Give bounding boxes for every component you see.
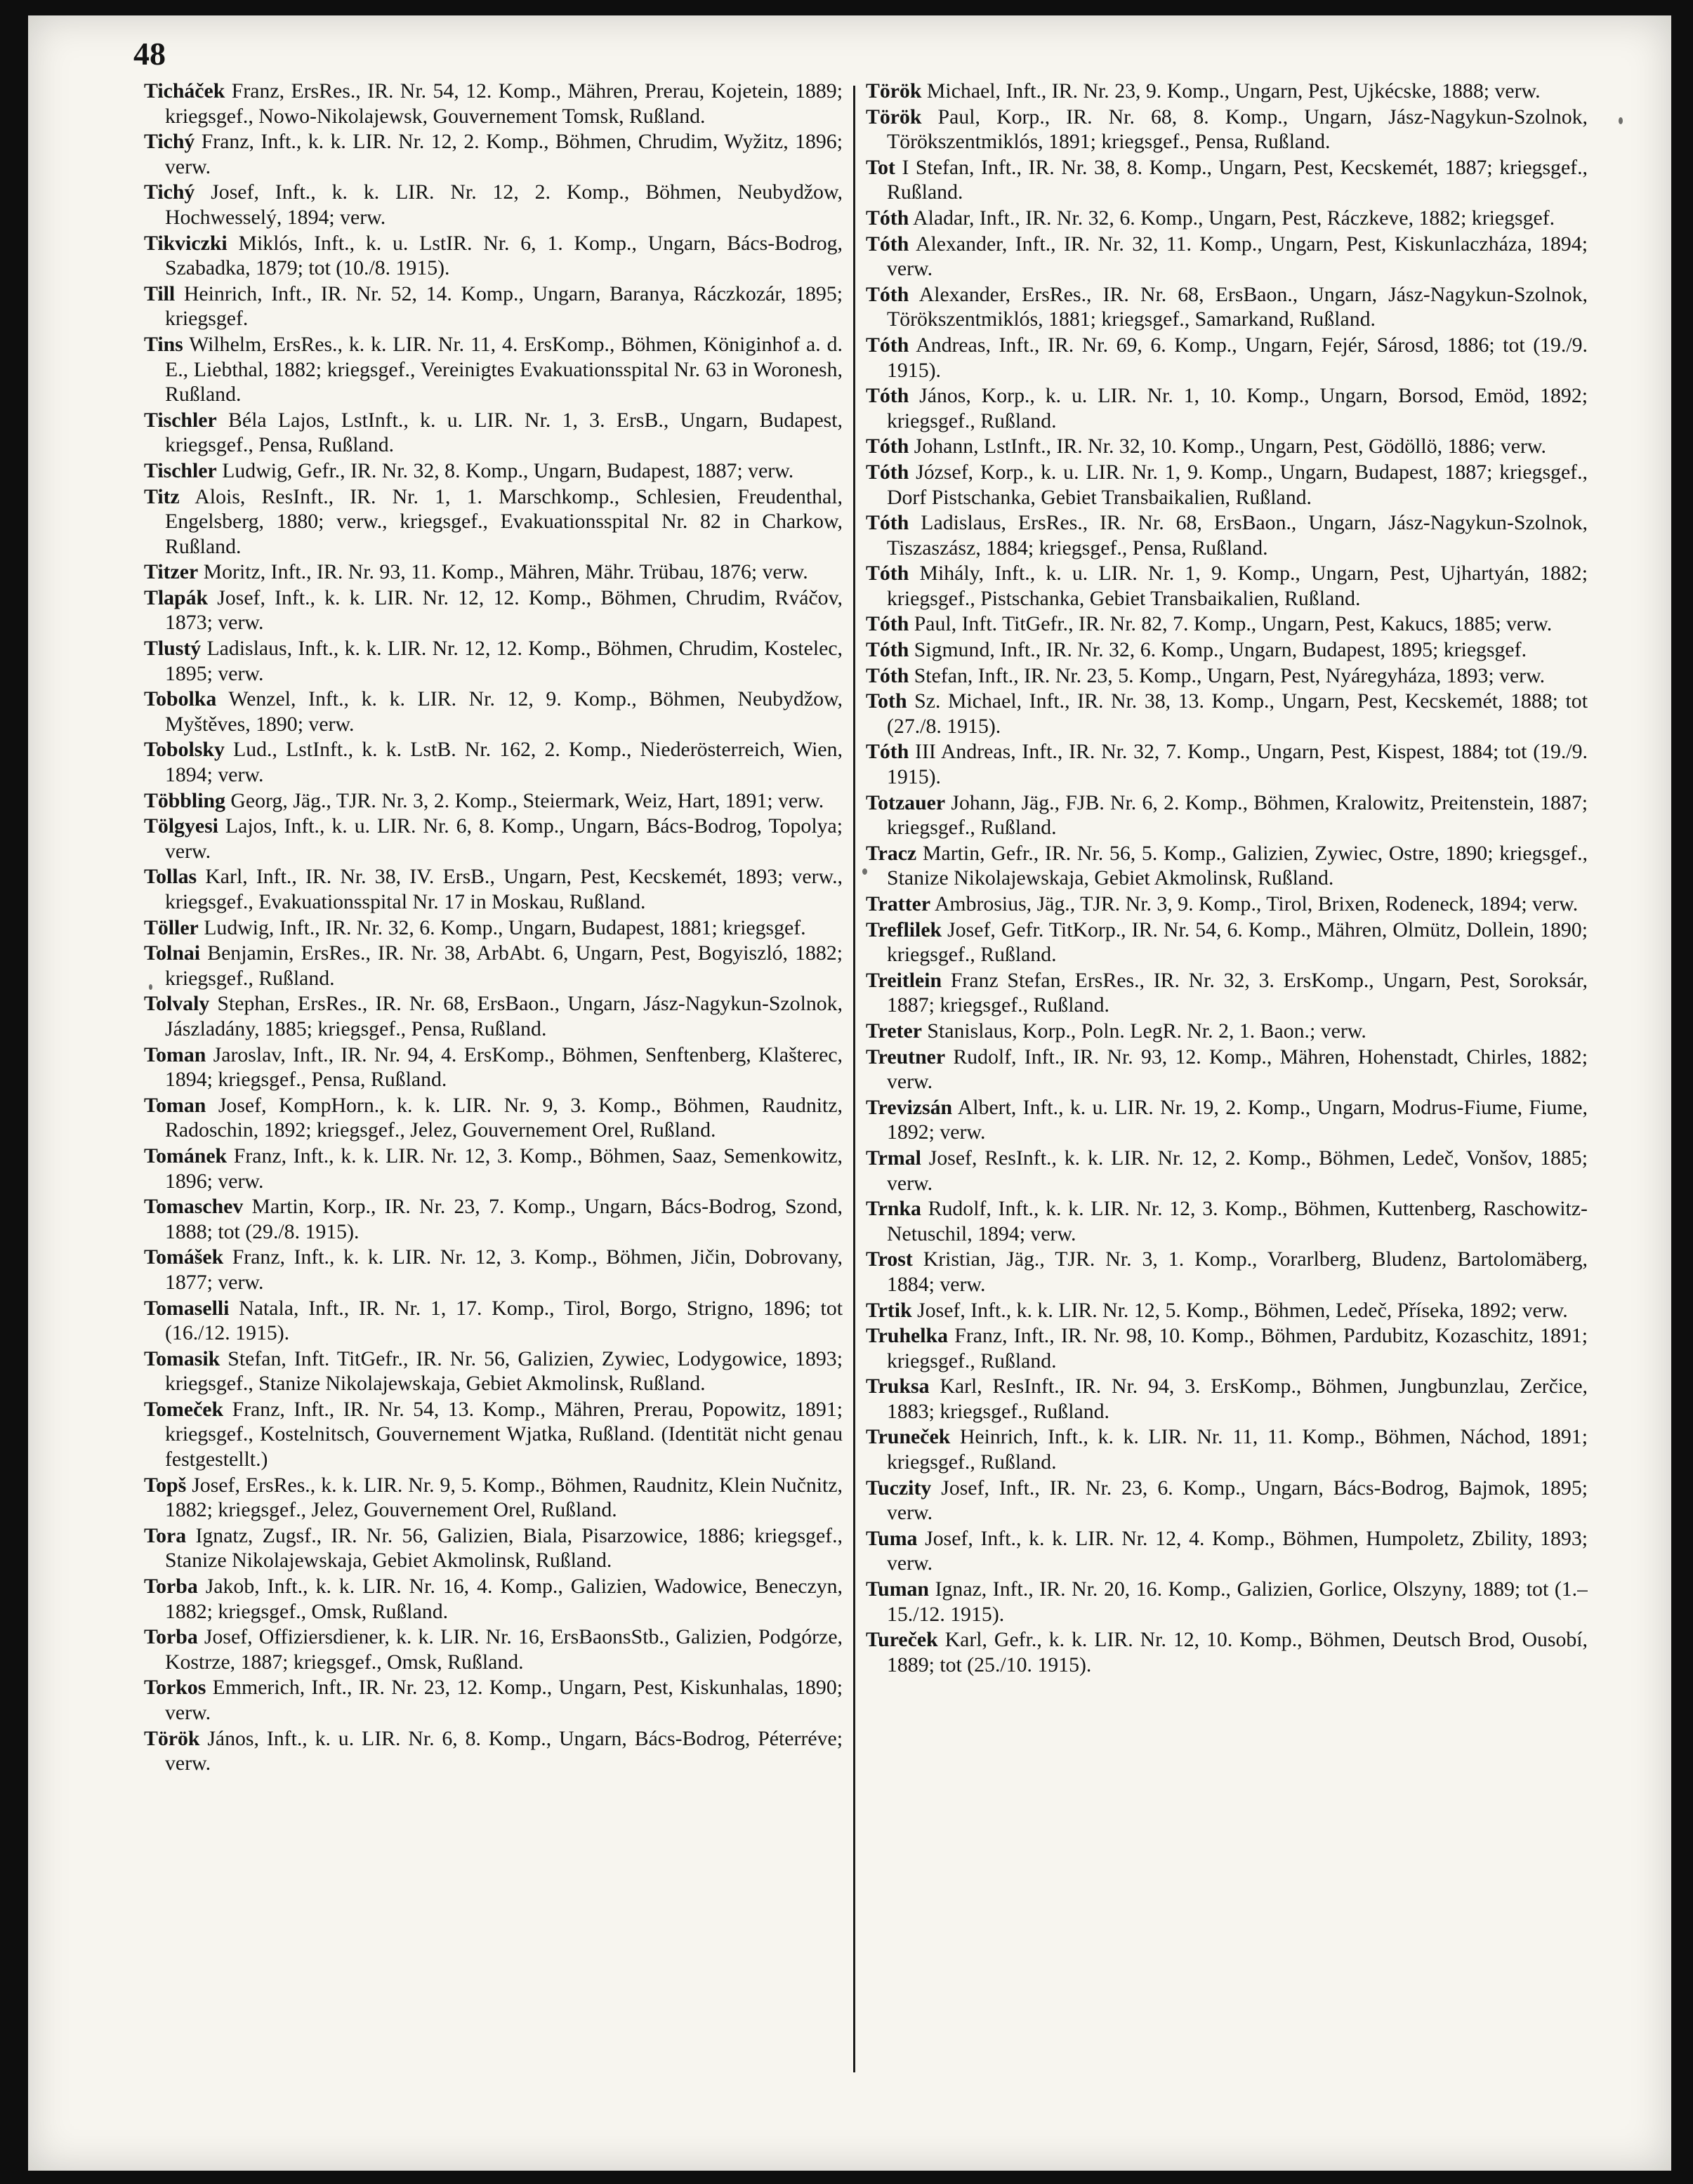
entry-details: Ludwig, Inft., IR. Nr. 32, 6. Komp., Ungarn, Budapest, 1881; kriegsgef.	[198, 915, 806, 939]
entry-surname: Treflilek	[866, 918, 942, 941]
entry-surname: Topš	[144, 1473, 187, 1497]
list-entry	[866, 1374, 1588, 1424]
entry-details: Heinrich, Inft., k. k. LIR. Nr. 11, 11. Komp., Böhmen, Náchod, 1891; kriegsgef., Rußland.	[887, 1425, 1588, 1474]
list-entry	[866, 968, 1588, 1018]
list-entry	[866, 841, 1588, 891]
entry-surname: Trnka	[866, 1197, 921, 1221]
entry-details: Franz, ErsRes., IR. Nr. 54, 12. Komp., Mähren, Prerau, Kojetein, 1889; kriegsgef., Nowo-Nikolajewsk, Gouvernement Tomsk, Rußland.	[165, 79, 843, 128]
entry-details: Josef, ResInft., k. k. LIR. Nr. 12, 2. Komp., Böhmen, Ledeč, Vonšov, 1885; verw.	[887, 1146, 1588, 1195]
entry-surname: Tománek	[144, 1144, 228, 1167]
entry-details: Michael, Inft., IR. Nr. 23, 9. Komp., Ungarn, Pest, Ujkécske, 1888; verw.	[921, 79, 1541, 102]
left-column	[144, 79, 843, 2065]
list-entry	[144, 484, 843, 560]
list-entry	[144, 1245, 843, 1295]
entry-details: Ladislaus, ErsRes., IR. Nr. 68, ErsBaon., Ungarn, Jász-Nagykun-Szolnok, Tiszaszász, 1884; kriegsgef., Pensa, Rußland.	[887, 511, 1588, 560]
entry-details: József, Korp., k. u. LIR. Nr. 1, 9. Komp., Ungarn, Budapest, 1887; kriegsgef., Dorf Pistschanka, Gebiet Transbaikalien, Rußland.	[887, 460, 1588, 509]
entry-details: Aladar, Inft., IR. Nr. 32, 6. Komp., Ungarn, Pest, Ráczkeve, 1882; kriegsgef.	[909, 206, 1555, 230]
list-entry	[144, 636, 843, 686]
list-entry	[144, 560, 843, 585]
list-entry	[866, 790, 1588, 840]
list-entry	[866, 333, 1588, 383]
list-entry	[866, 1247, 1588, 1297]
entry-details: Josef, Inft., k. k. LIR. Nr. 12, 12. Komp., Böhmen, Chrudim, Rváčov, 1873; verw.	[165, 585, 843, 635]
entry-details: Josef, Inft., k. k. LIR. Nr. 12, 2. Komp., Böhmen, Neubydžow, Hochwesselý, 1894; verw.	[165, 180, 843, 229]
list-entry	[866, 282, 1588, 332]
entry-details: Wilhelm, ErsRes., k. k. LIR. Nr. 11, 4. ErsKomp., Böhmen, Königinhof a. d. E., Liebthal, 1882; kriegsgef., Vereinigtes Evakuationsspital Nr. 63 in Woronesh, Rußland.	[165, 332, 843, 406]
entry-details: Johann, Jäg., FJB. Nr. 6, 2. Komp., Böhmen, Kralowitz, Preitenstein, 1887; kriegsgef., Rußland.	[887, 790, 1588, 840]
entry-details: Karl, Gefr., k. k. LIR. Nr. 12, 10. Komp., Böhmen, Deutsch Brod, Ousobí, 1889; tot (25./10. 1915).	[887, 1628, 1588, 1676]
entry-details: Mihály, Inft., k. u. LIR. Nr. 1, 9. Komp., Ungarn, Pest, Ujhartyán, 1882; kriegsgef., Pistschanka, Gebiet Transbaikalien, Rußland.	[887, 562, 1588, 610]
entry-details: Ladislaus, Inft., k. k. LIR. Nr. 12, 12. Komp., Böhmen, Chrudim, Kostelec, 1895; verw.	[165, 637, 843, 685]
list-entry	[866, 1045, 1588, 1094]
entry-surname: Tóth	[866, 612, 909, 636]
entry-details: Paul, Korp., IR. Nr. 68, 8. Komp., Ungarn, Jász-Nagykun-Szolnok, Törökszentmiklós, 1891; kriegsgef., Pensa, Rußland.	[887, 105, 1588, 154]
entry-surname: Töller	[144, 915, 199, 939]
entry-surname: Tischler	[144, 458, 217, 482]
entry-details: III Andreas, Inft., IR. Nr. 32, 7. Komp., Ungarn, Pest, Kispest, 1884; tot (19./9. 1915).	[887, 740, 1588, 789]
entry-surname: Tichý	[144, 130, 195, 154]
column-divider	[853, 86, 855, 2072]
entry-details: Sz. Michael, Inft., IR. Nr. 38, 13. Komp., Ungarn, Pest, Kecskemét, 1888; tot (27./8. 1915).	[887, 689, 1588, 738]
entry-surname: Tischler	[144, 408, 217, 432]
entry-details: János, Inft., k. u. LIR. Nr. 6, 8. Komp., Ungarn, Bács-Bodrog, Péterréve; verw.	[165, 1726, 843, 1775]
list-entry	[866, 1095, 1588, 1145]
entry-surname: Till	[144, 282, 176, 305]
entry-details: Martin, Korp., IR. Nr. 23, 7. Komp., Ungarn, Bács-Bodrog, Szond, 1888; tot (29./8. 1915).	[165, 1195, 843, 1243]
list-entry	[866, 611, 1588, 637]
list-entry	[144, 814, 843, 863]
list-entry	[866, 739, 1588, 789]
entry-details: Jakob, Inft., k. k. LIR. Nr. 16, 4. Komp., Galizien, Wadowice, Beneczyn, 1882; kriegsgef., Omsk, Rußland.	[165, 1575, 843, 1623]
entry-details: Albert, Inft., k. u. LIR. Nr. 19, 2. Komp., Ungarn, Modrus-Fiume, Fiume, 1892; verw.	[887, 1095, 1588, 1144]
list-entry	[144, 79, 843, 128]
entry-details: Rudolf, Inft., IR. Nr. 93, 12. Komp., Mähren, Hohenstadt, Chirles, 1882; verw.	[887, 1045, 1588, 1094]
list-entry	[144, 1346, 843, 1396]
entry-surname: Toth	[866, 689, 907, 713]
list-entry	[866, 1577, 1588, 1627]
entry-details: Andreas, Inft., IR. Nr. 69, 6. Komp., Ungarn, Fejér, Sárosd, 1886; tot (19./9. 1915).	[887, 333, 1588, 382]
list-entry	[144, 1144, 843, 1193]
entry-details: Sigmund, Inft., IR. Nr. 32, 6. Komp., Ungarn, Budapest, 1895; kriegsgef.	[909, 638, 1527, 662]
entry-details: Stanislaus, Korp., Poln. LegR. Nr. 2, 1. Baon.; verw.	[921, 1019, 1366, 1043]
entry-surname: Tins	[144, 332, 183, 356]
list-entry	[866, 232, 1588, 282]
entry-details: Stefan, Inft. TitGefr., IR. Nr. 56, Galizien, Zywiec, Lodygowice, 1893; kriegsgef., Stanize Nikolajewskaja, Gebiet Akmolinsk, Rußland.	[165, 1346, 843, 1396]
list-entry	[144, 864, 843, 914]
entry-surname: Trmal	[866, 1146, 921, 1170]
entry-details: Jaroslav, Inft., IR. Nr. 94, 4. ErsKomp., Böhmen, Senftenberg, Klašterec, 1894; kriegsgef., Pensa, Rußland.	[165, 1043, 843, 1092]
list-entry	[866, 434, 1588, 459]
entry-surname: Tureček	[866, 1628, 938, 1652]
entry-details: Emmerich, Inft., IR. Nr. 23, 12. Komp., Ungarn, Pest, Kiskunhalas, 1890; verw.	[165, 1676, 843, 1724]
list-entry	[866, 510, 1588, 560]
entry-details: Lajos, Inft., k. u. LIR. Nr. 6, 8. Komp., Ungarn, Bács-Bodrog, Topolya; verw.	[165, 814, 843, 863]
list-entry	[866, 1298, 1588, 1323]
entry-surname: Truksa	[866, 1375, 930, 1398]
entry-details: Josef, KompHorn., k. k. LIR. Nr. 9, 3. Komp., Böhmen, Raudnitz, Radoschin, 1892; kriegsgef., Jelez, Gouvernement Orel, Rußland.	[165, 1093, 843, 1142]
entry-details: Wenzel, Inft., k. k. LIR. Nr. 12, 9. Komp., Böhmen, Neubydžow, Myštěves, 1890; verw.	[165, 687, 843, 736]
entry-details: Alexander, Inft., IR. Nr. 32, 11. Komp., Ungarn, Pest, Kiskunlaczháza, 1894; verw.	[887, 232, 1588, 281]
entry-surname: Titzer	[144, 560, 199, 584]
list-entry	[866, 1526, 1588, 1576]
entry-details: Paul, Inft. TitGefr., IR. Nr. 82, 7. Komp., Ungarn, Pest, Kakucs, 1885; verw.	[909, 612, 1553, 636]
list-entry	[866, 918, 1588, 967]
entry-surname: Tóth	[866, 638, 909, 662]
entry-surname: Tlustý	[144, 637, 202, 661]
entry-surname: Török	[866, 79, 922, 102]
entry-details: Johann, LstInft., IR. Nr. 32, 10. Komp., Ungarn, Pest, Gödöllö, 1886; verw.	[909, 435, 1546, 458]
entry-surname: Torba	[144, 1575, 198, 1599]
entry-surname: Tora	[144, 1523, 187, 1547]
entry-surname: Totzauer	[866, 790, 946, 814]
entry-surname: Tóth	[866, 562, 909, 585]
entry-surname: Tolvaly	[144, 992, 210, 1016]
entry-details: Josef, Gefr. TitKorp., IR. Nr. 54, 6. Komp., Mähren, Olmütz, Dollein, 1890; kriegsgef., Rußland.	[887, 918, 1588, 967]
list-entry	[866, 460, 1588, 510]
list-entry	[144, 332, 843, 407]
entry-surname: Tölgyesi	[144, 814, 218, 838]
entry-surname: Tóth	[866, 663, 909, 687]
entry-surname: Tóth	[866, 206, 909, 230]
entry-surname: Tikviczki	[144, 231, 228, 255]
list-entry	[866, 1146, 1588, 1196]
list-entry	[144, 1296, 843, 1346]
entry-details: Kristian, Jäg., TJR. Nr. 3, 1. Komp., Vorarlberg, Bludenz, Bartolomäberg, 1884; verw.	[887, 1247, 1588, 1296]
entry-surname: Trevizsán	[866, 1095, 953, 1119]
entry-details: Josef, Inft., k. k. LIR. Nr. 12, 5. Komp., Böhmen, Ledeč, Příseka, 1892; verw.	[911, 1298, 1568, 1322]
list-entry	[866, 155, 1588, 205]
ink-speck	[149, 984, 152, 990]
list-entry	[144, 1624, 843, 1674]
entry-surname: Tomaselli	[144, 1296, 230, 1320]
entry-details: Stephan, ErsRes., IR. Nr. 68, ErsBaon., Ungarn, Jász-Nagykun-Szolnok, Jászladány, 1885; kriegsgef., Pensa, Rußland.	[165, 992, 843, 1040]
entry-details: Benjamin, ErsRes., IR. Nr. 38, ArbAbt. 6, Ungarn, Pest, Bogyiszló, 1882; kriegsgef., Rußland.	[165, 941, 843, 990]
entry-surname: Ticháček	[144, 79, 225, 102]
entry-surname: Toman	[144, 1093, 206, 1117]
entry-details: Ambrosius, Jäg., TJR. Nr. 3, 9. Komp., Tirol, Brixen, Rodeneck, 1894; verw.	[930, 892, 1579, 915]
entry-surname: Török	[866, 105, 922, 128]
list-entry	[866, 1424, 1588, 1474]
list-entry	[144, 1523, 843, 1573]
list-entry	[144, 1675, 843, 1725]
entry-surname: Tlapák	[144, 585, 209, 609]
entry-surname: Tracz	[866, 841, 917, 865]
list-entry	[144, 1194, 843, 1244]
entry-surname: Tóth	[866, 435, 909, 458]
page-number: 48	[133, 36, 166, 72]
list-entry	[144, 180, 843, 230]
entry-surname: Torba	[144, 1625, 198, 1649]
entry-surname: Többling	[144, 788, 225, 812]
entry-surname: Tomášek	[144, 1245, 224, 1269]
entry-surname: Torkos	[144, 1676, 206, 1700]
list-entry	[866, 1323, 1588, 1373]
list-entry	[144, 991, 843, 1041]
entry-surname: Trost	[866, 1247, 913, 1271]
list-entry	[144, 282, 843, 331]
entry-surname: Tot	[866, 155, 895, 179]
entry-surname: Tuma	[866, 1526, 918, 1550]
list-entry	[866, 206, 1588, 231]
list-entry	[144, 1473, 843, 1523]
list-entry	[144, 1574, 843, 1624]
list-entry	[866, 105, 1588, 154]
list-entry	[866, 1196, 1588, 1246]
list-entry	[866, 1627, 1588, 1677]
entry-surname: Tomasik	[144, 1346, 220, 1370]
entry-surname: Treter	[866, 1019, 922, 1043]
entry-surname: Tobolsky	[144, 738, 225, 762]
list-entry	[144, 737, 843, 787]
entry-surname: Török	[144, 1726, 200, 1750]
list-entry	[866, 892, 1588, 917]
list-entry	[866, 663, 1588, 689]
document-page	[28, 15, 1671, 2171]
entry-surname: Tratter	[866, 892, 931, 915]
entry-surname: Truhelka	[866, 1324, 949, 1348]
entry-details: Ignaz, Inft., IR. Nr. 20, 16. Komp., Galizien, Gorlice, Olszyny, 1889; tot (1.–15./12. 1915).	[887, 1577, 1588, 1626]
entry-surname: Tomeček	[144, 1397, 224, 1421]
entry-details: Josef, Offiziersdiener, k. k. LIR. Nr. 16, ErsBaonsStb., Galizien, Podgórze, Kostrze, 1887; kriegsgef., Omsk, Rußland.	[165, 1625, 843, 1674]
entry-details: Franz, Inft., k. k. LIR. Nr. 12, 2. Komp., Böhmen, Chrudim, Wyžitz, 1896; verw.	[165, 130, 843, 178]
list-entry	[144, 1043, 843, 1092]
entry-details: Josef, Inft., k. k. LIR. Nr. 12, 4. Komp., Böhmen, Humpoletz, Zbility, 1893; verw.	[887, 1526, 1588, 1575]
entry-surname: Tomaschev	[144, 1195, 244, 1219]
list-entry	[144, 408, 843, 458]
entry-surname: Tóth	[866, 740, 909, 764]
entry-details: Natala, Inft., IR. Nr. 1, 17. Komp., Tirol, Borgo, Strigno, 1896; tot (16./12. 1915).	[165, 1296, 843, 1345]
entry-details: Franz, Inft., k. k. LIR. Nr. 12, 3. Komp., Böhmen, Saaz, Semenkowitz, 1896; verw.	[165, 1144, 843, 1193]
entry-details: Lud., LstInft., k. k. LstB. Nr. 162, 2. Komp., Niederösterreich, Wien, 1894; verw.	[165, 738, 843, 787]
list-entry	[866, 79, 1588, 104]
entry-surname: Toman	[144, 1043, 206, 1066]
entry-details: I Stefan, Inft., IR. Nr. 38, 8. Komp., Ungarn, Pest, Kecskemét, 1887; kriegsgef., Rußland.	[887, 155, 1588, 204]
list-entry	[144, 687, 843, 736]
entry-surname: Tuman	[866, 1577, 930, 1601]
entry-details: János, Korp., k. u. LIR. Nr. 1, 10. Komp., Ungarn, Borsod, Emöd, 1892; kriegsgef., Rußland.	[887, 384, 1588, 432]
entry-surname: Tichý	[144, 180, 195, 204]
list-entry	[866, 637, 1588, 663]
entry-surname: Tobolka	[144, 687, 217, 711]
entry-surname: Tollas	[144, 865, 197, 889]
entry-details: Franz, Inft., IR. Nr. 54, 13. Komp., Mähren, Prerau, Popowitz, 1891; kriegsgef., Kostelnitsch, Gouvernement Wjatka, Rußland. (Identität nicht genau festgestellt.)	[165, 1397, 843, 1471]
entry-details: Ludwig, Gefr., IR. Nr. 32, 8. Komp., Ungarn, Budapest, 1887; verw.	[216, 458, 794, 482]
entry-details: Franz, Inft., k. k. LIR. Nr. 12, 3. Komp., Böhmen, Jičin, Dobrovany, 1877; verw.	[165, 1245, 843, 1294]
list-entry	[144, 915, 843, 941]
entry-surname: Tuczity	[866, 1476, 932, 1500]
entry-surname: Tóth	[866, 460, 909, 484]
entry-details: Béla Lajos, LstInft., k. u. LIR. Nr. 1, 3. ErsB., Ungarn, Budapest, kriegsgef., Pensa, Rußland.	[165, 408, 843, 457]
entry-details: Miklós, Inft., k. u. LstIR. Nr. 6, 1. Komp., Ungarn, Bács-Bodrog, Szabadka, 1879; tot (10./8. 1915).	[165, 231, 843, 280]
entry-surname: Tóth	[866, 511, 909, 535]
list-entry	[144, 1093, 843, 1143]
list-entry	[144, 1726, 843, 1776]
list-entry	[144, 129, 843, 179]
list-entry	[144, 1397, 843, 1472]
list-entry	[866, 561, 1588, 611]
entry-details: Franz, Inft., IR. Nr. 98, 10. Komp., Böhmen, Pardubitz, Kozaschitz, 1891; kriegsgef., Rußland.	[887, 1324, 1588, 1372]
entry-details: Franz Stefan, ErsRes., IR. Nr. 32, 3. ErsKomp., Ungarn, Pest, Soroksár, 1887; kriegsgef., Rußland.	[887, 968, 1588, 1017]
entry-details: Alois, ResInft., IR. Nr. 1, 1. Marschkomp., Schlesien, Freudenthal, Engelsberg, 1880; verw., kriegsgef., Evakuationsspital Nr. 82 in Charkow, Rußland.	[165, 484, 843, 558]
list-entry	[144, 231, 843, 281]
list-entry	[144, 458, 843, 484]
list-entry	[144, 788, 843, 814]
list-entry	[866, 689, 1588, 739]
entry-surname: Treitlein	[866, 968, 942, 992]
entry-details: Heinrich, Inft., IR. Nr. 52, 14. Komp., Ungarn, Baranya, Ráczkozár, 1895; kriegsgef.	[165, 282, 843, 331]
entry-surname: Tóth	[866, 384, 909, 408]
entry-surname: Tóth	[866, 282, 909, 306]
entry-surname: Trtik	[866, 1298, 912, 1322]
list-entry	[144, 585, 843, 635]
ink-speck	[1619, 117, 1623, 124]
entry-details: Stefan, Inft., IR. Nr. 23, 5. Komp., Ungarn, Pest, Nyáregyháza, 1893; verw.	[909, 663, 1546, 687]
entry-surname: Tóth	[866, 232, 909, 256]
entry-details: Moritz, Inft., IR. Nr. 93, 11. Komp., Mähren, Mähr. Trübau, 1876; verw.	[198, 560, 808, 584]
ink-speck	[862, 868, 867, 875]
list-entry	[866, 1019, 1588, 1044]
list-entry	[866, 1476, 1588, 1526]
entry-surname: Truneček	[866, 1425, 951, 1449]
entry-details: Georg, Jäg., TJR. Nr. 3, 2. Komp., Steiermark, Weiz, Hart, 1891; verw.	[225, 788, 824, 812]
list-entry	[866, 383, 1588, 433]
entry-surname: Treutner	[866, 1045, 946, 1068]
entry-details: Martin, Gefr., IR. Nr. 56, 5. Komp., Galizien, Zywiec, Ostre, 1890; kriegsgef., Stanize Nikolajewskaja, Gebiet Akmolinsk, Rußland.	[887, 841, 1588, 890]
entry-details: Karl, ResInft., IR. Nr. 94, 3. ErsKomp., Böhmen, Jungbunzlau, Zerčice, 1883; kriegsgef., Rußland.	[887, 1375, 1588, 1423]
right-column	[866, 79, 1588, 2065]
list-entry	[144, 941, 843, 991]
entry-details: Josef, Inft., IR. Nr. 23, 6. Komp., Ungarn, Bács-Bodrog, Bajmok, 1895; verw.	[887, 1476, 1588, 1525]
entry-surname: Tóth	[866, 333, 909, 357]
entry-details: Alexander, ErsRes., IR. Nr. 68, ErsBaon., Ungarn, Jász-Nagykun-Szolnok, Törökszentmiklós, 1881; kriegsgef., Samarkand, Rußland.	[887, 282, 1588, 331]
entry-surname: Titz	[144, 484, 180, 508]
entry-details: Rudolf, Inft., k. k. LIR. Nr. 12, 3. Komp., Böhmen, Kuttenberg, Raschowitz-Netuschil, 1894; verw.	[887, 1197, 1588, 1245]
entry-details: Karl, Inft., IR. Nr. 38, IV. ErsB., Ungarn, Pest, Kecskemét, 1893; verw., kriegsgef., Evakuationsspital Nr. 17 in Moskau, Rußland.	[165, 865, 843, 913]
entry-details: Ignatz, Zugsf., IR. Nr. 56, Galizien, Biala, Pisarzowice, 1886; kriegsgef., Stanize Nikolajewskaja, Gebiet Akmolinsk, Rußland.	[165, 1523, 843, 1573]
entry-surname: Tolnai	[144, 941, 201, 965]
entry-details: Josef, ErsRes., k. k. LIR. Nr. 9, 5. Komp., Böhmen, Raudnitz, Klein Nučnitz, 1882; kriegsgef., Jelez, Gouvernement Orel, Rußland.	[165, 1473, 843, 1522]
